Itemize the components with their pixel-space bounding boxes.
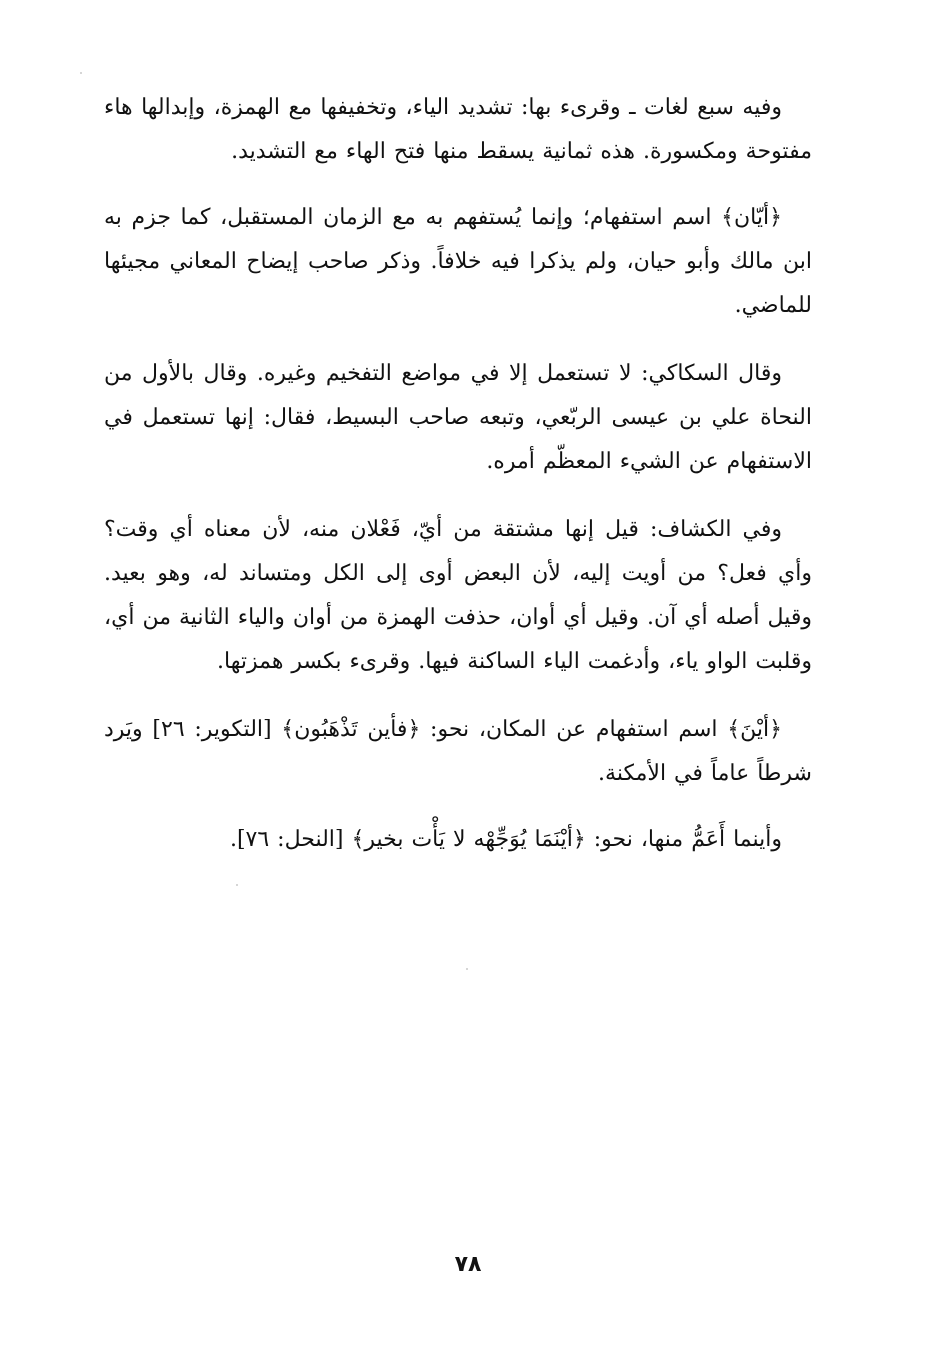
paragraph-ayyan-definition: ﴿أيّان﴾ اسم استفهام؛ وإنما يُستفهم به مع الزمان المستقبل، كما جزم به ابن مالك وأبو حيان، ولم يذكرا فيه خلافاً. وذكر صاحب إيضاح المعاني مجيئها للماضي. <box>104 205 812 318</box>
paragraph-sakkaki-opinion: وقال السكاكي: لا تستعمل إلا في مواضع التفخيم وغيره. وقال بالأول من النحاة علي بن عيسى الربّعي، وتبعه صاحب البسيط، فقال: إنها تستعمل في الاستفهام عن الشيء المعظّم أمره. <box>104 361 812 474</box>
paragraph-seven-dialects: وفيه سبع لغات ـ وقرىء بها: تشديد الياء، وتخفيفها مع الهمزة، وإبدالها هاء مفتوحة ومكسورة. هذه ثمانية يسقط منها فتح الهاء مع التشديد. <box>104 95 812 164</box>
body-text <box>104 86 812 886</box>
page-number: ٧٨ <box>454 1252 482 1277</box>
scan-speck <box>466 968 468 970</box>
scan-speck <box>80 72 82 74</box>
paragraph-ayna-definition: ﴿أيْنَ﴾ اسم استفهام عن المكان، نحو: ﴿فأين تَذْهَبُون﴾ [التكوير: ٢٦] ويَرد شرطاً عاماً في الأمكنة. <box>104 717 812 786</box>
paragraph-aynama: وأينما أَعَمُّ منها، نحو: ﴿أيْنَمَا يُوَجِّهْه لا يَأْت بخير﴾ [النحل: ٧٦]. <box>229 827 782 852</box>
paragraph-kashshaf-etymology: وفي الكشاف: قيل إنها مشتقة من أيّ، فَعْلان منه، لأن معناه أي وقت؟ وأي فعل؟ من أويت إليه، لأن البعض أوى إلى الكل ومتساند له، وهو بعيد. وقيل أصله أي آن. وقيل أي أوان، حذفت الهمزة من أوان والياء الثانية من أي، وقلبت الواو ياء، وأدغمت الياء الساكنة فيها. وقرىء بكسر همزتها. <box>104 517 812 674</box>
